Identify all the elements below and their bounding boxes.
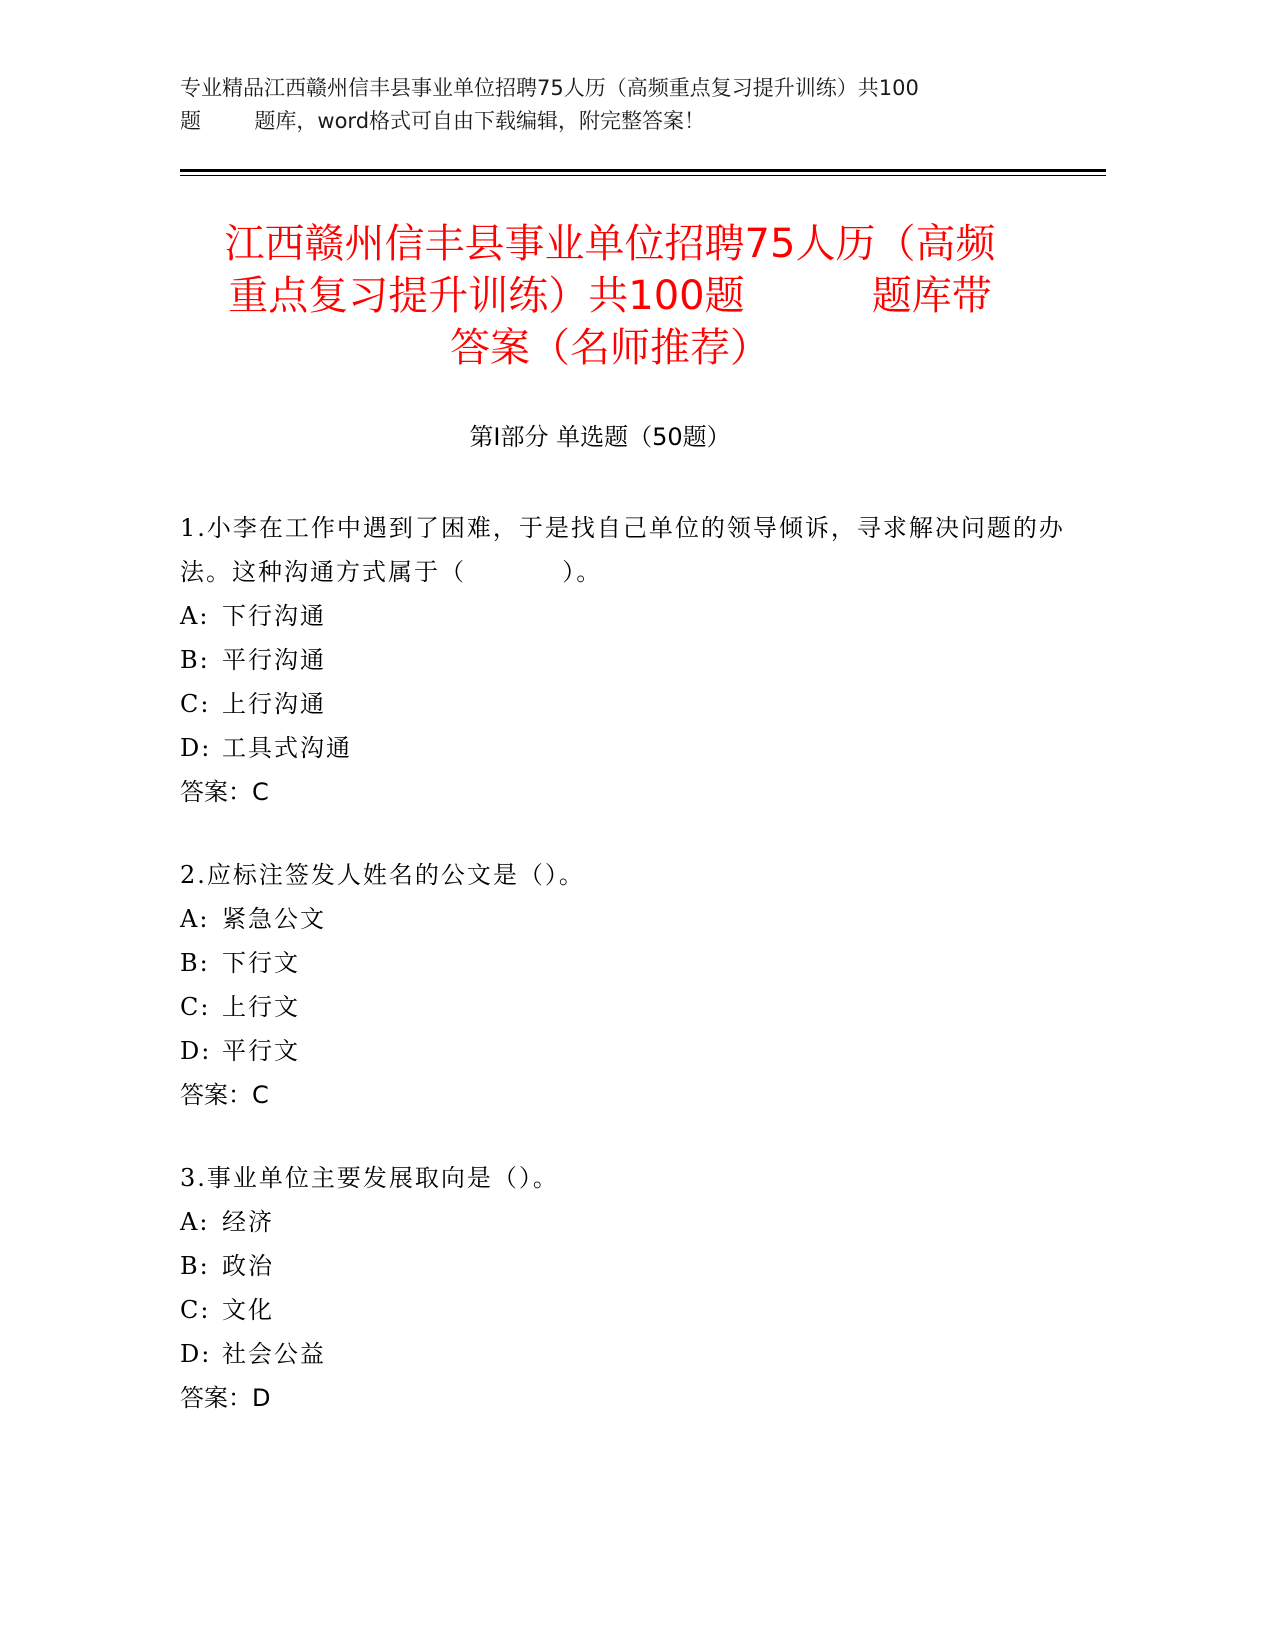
document-title-line-1: 江西赣州信丰县事业单位招聘75人历（高频	[224, 221, 996, 267]
option-c	[180, 682, 1080, 726]
answer-line: 答案：C	[180, 778, 269, 806]
option-text: 上行沟通	[222, 690, 326, 718]
option-letter: D:	[180, 1037, 212, 1065]
option-b	[180, 638, 1080, 682]
option-text: 平行沟通	[222, 646, 326, 674]
option-d	[180, 726, 1080, 770]
option-d	[180, 1332, 1080, 1376]
question-3	[180, 1156, 1080, 1420]
option-a	[180, 1200, 1080, 1244]
answer-line: 答案：C	[180, 1081, 269, 1109]
document-title-line-3: 答案（名师推荐）	[450, 325, 770, 371]
option-a	[180, 594, 1080, 638]
option-letter: B:	[180, 646, 210, 674]
section-heading: 第Ⅰ部分 单选题（50题）	[469, 423, 731, 451]
header-divider-thick	[180, 169, 1106, 172]
option-letter: D:	[180, 1340, 212, 1368]
header-note-line-2: 题 题库，word格式可自由下载编辑，附完整答案！	[180, 109, 706, 133]
option-c	[180, 985, 1080, 1029]
option-letter: B:	[180, 1252, 210, 1280]
option-letter: A:	[180, 602, 210, 630]
option-text: 上行文	[222, 993, 300, 1021]
option-text: 社会公益	[222, 1340, 326, 1368]
option-letter: C:	[180, 690, 211, 718]
answer-line: 答案：D	[180, 1384, 271, 1412]
question-2	[180, 853, 1080, 1117]
option-letter: A:	[180, 905, 210, 933]
option-text: 平行文	[222, 1037, 300, 1065]
option-b	[180, 941, 1080, 985]
option-text: 文化	[222, 1296, 274, 1324]
header-note-line-1: 专业精品江西赣州信丰县事业单位招聘75人历（高频重点复习提升训练）共100	[180, 76, 919, 100]
option-letter: D:	[180, 734, 212, 762]
document-title-line-2: 重点复习提升训练）共100题 题库带	[228, 273, 992, 319]
option-d	[180, 1029, 1080, 1073]
option-a	[180, 897, 1080, 941]
option-text: 下行沟通	[222, 602, 326, 630]
option-letter: C:	[180, 993, 211, 1021]
option-text: 紧急公文	[222, 905, 326, 933]
question-stem: 1.小李在工作中遇到了困难，于是找自己单位的领导倾诉，寻求解决问题的办法。这种沟通方式属于（ ）。	[180, 514, 1065, 586]
option-text: 工具式沟通	[222, 734, 352, 762]
option-letter: B:	[180, 949, 210, 977]
option-text: 下行文	[222, 949, 300, 977]
question-list	[180, 506, 1080, 1459]
option-letter: A:	[180, 1208, 210, 1236]
document-title	[160, 218, 1060, 374]
option-text: 政治	[222, 1252, 274, 1280]
option-c	[180, 1288, 1080, 1332]
question-1	[180, 506, 1080, 814]
question-stem: 2.应标注签发人姓名的公文是（）。	[180, 861, 585, 889]
option-b	[180, 1244, 1080, 1288]
header-divider-thin	[180, 175, 1106, 176]
question-stem: 3.事业单位主要发展取向是（）。	[180, 1164, 559, 1192]
option-letter: C:	[180, 1296, 211, 1324]
option-text: 经济	[222, 1208, 274, 1236]
header-note	[180, 72, 1080, 138]
